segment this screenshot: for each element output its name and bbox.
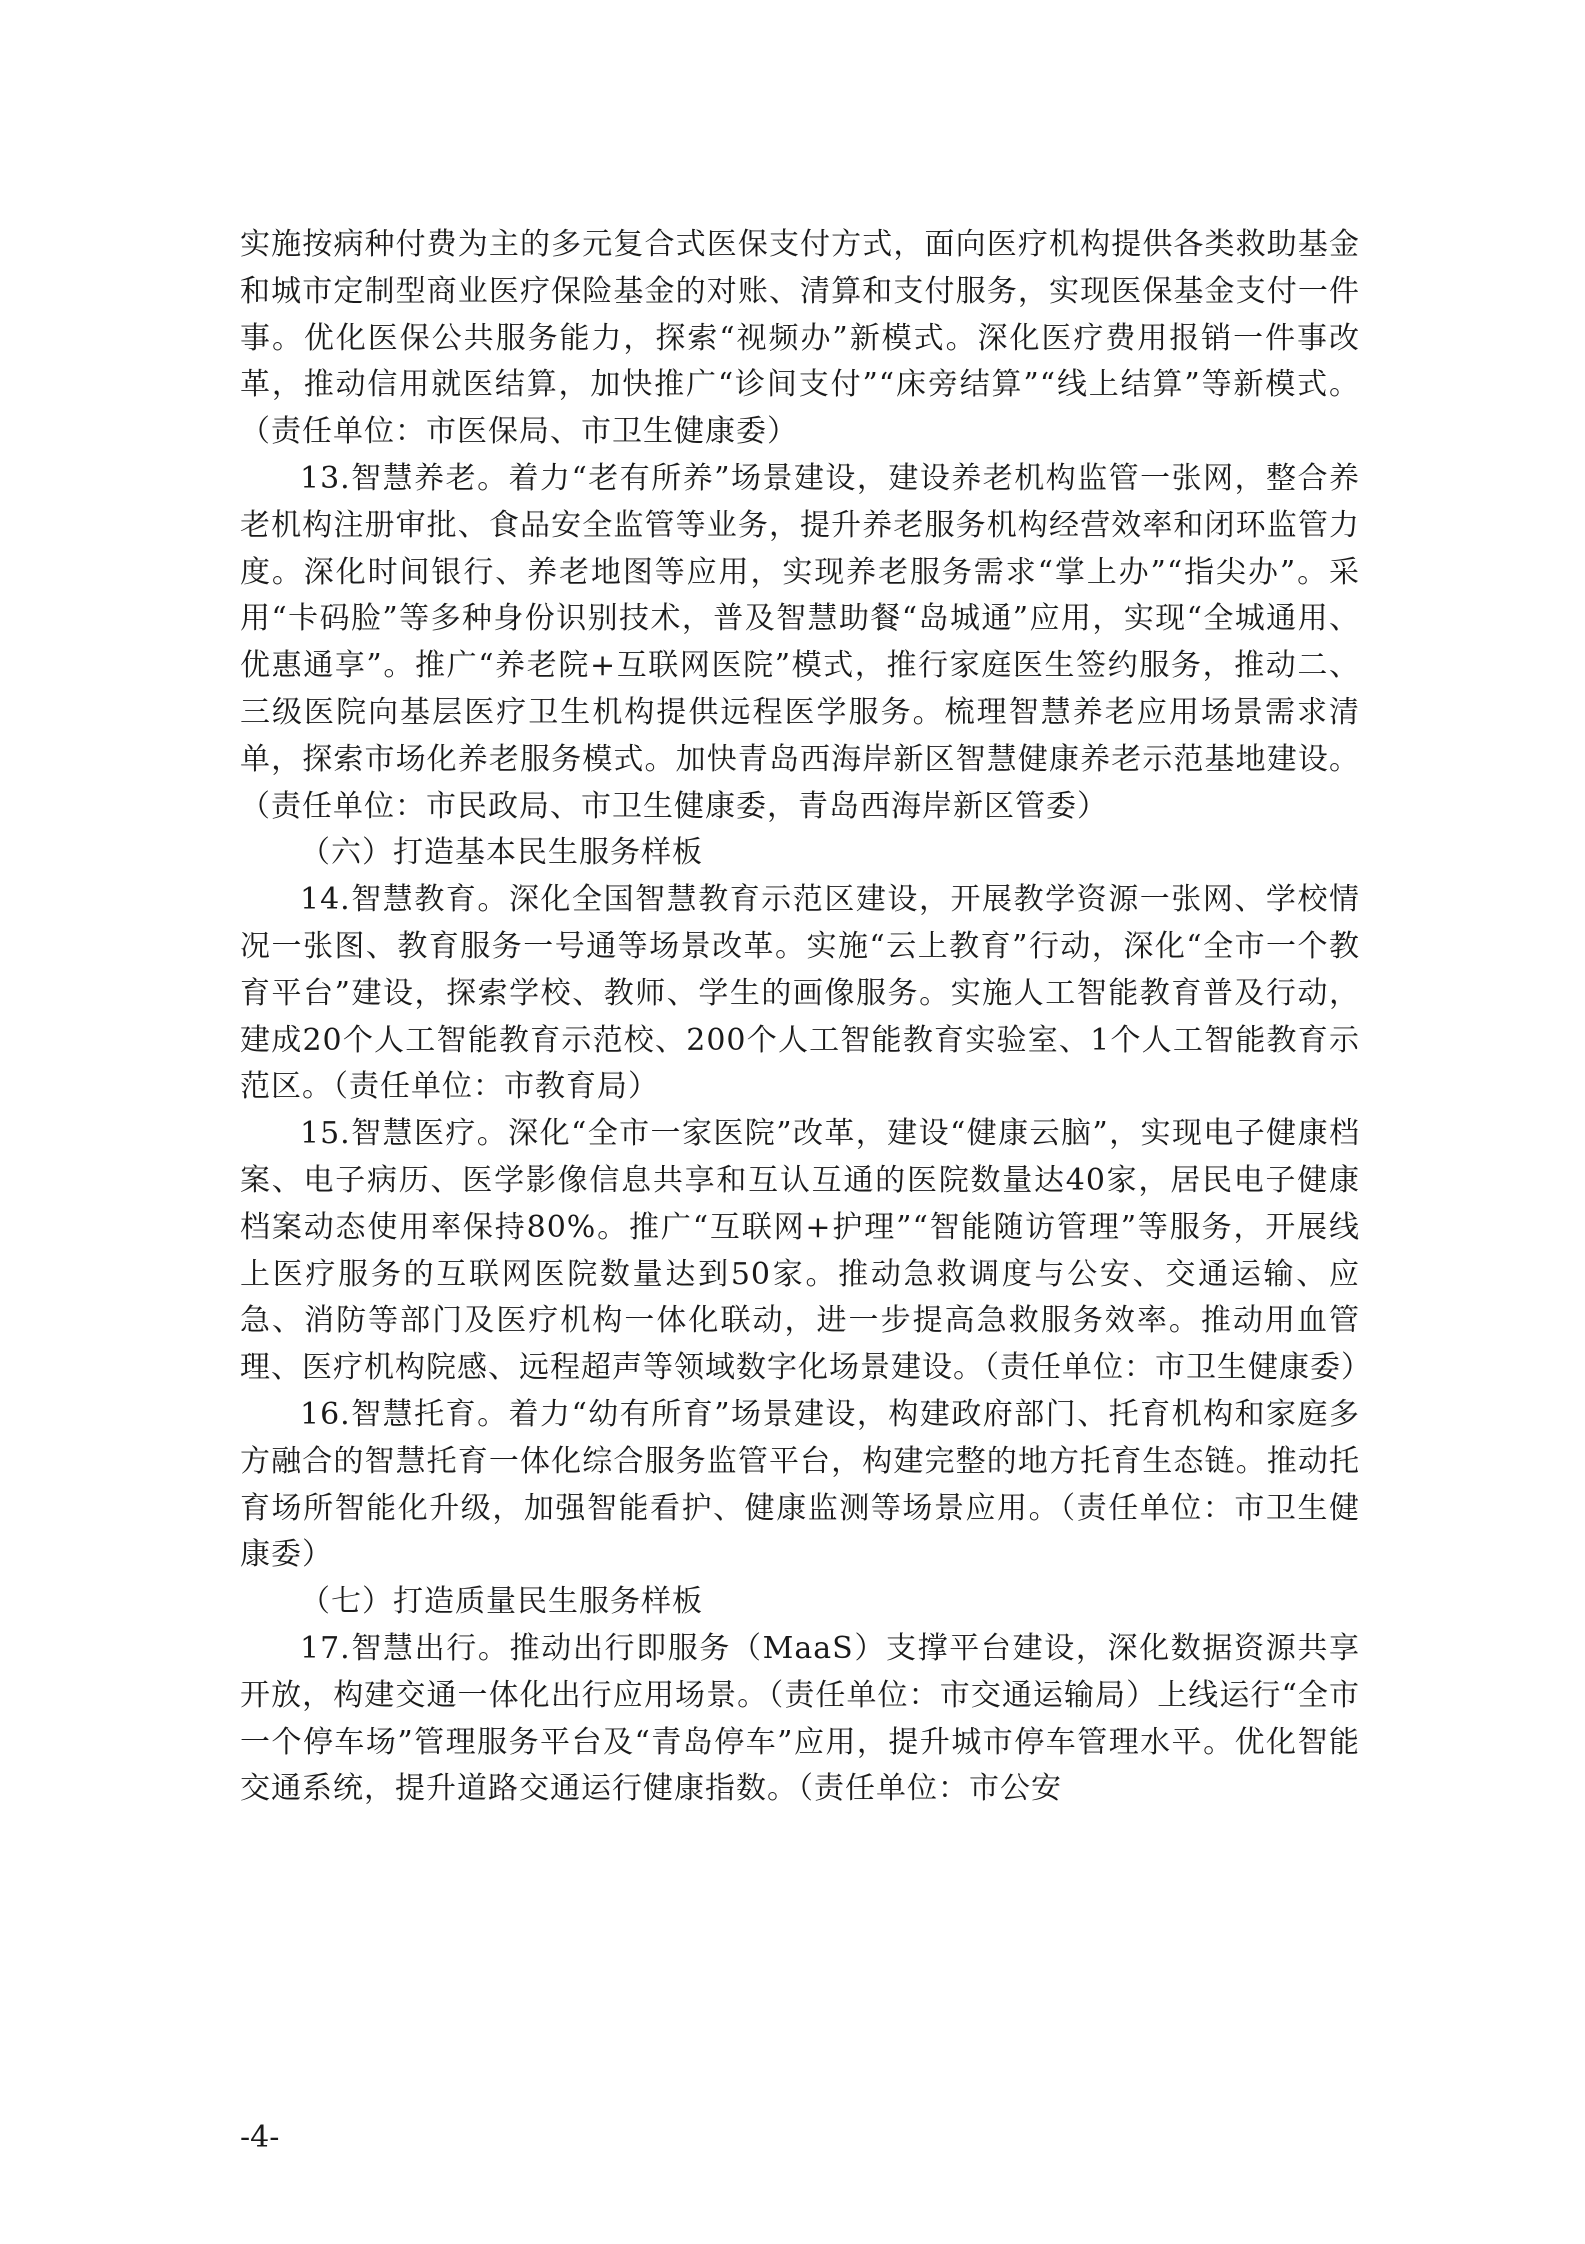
- paragraph-item-14-smart-education: 14.智慧教育。深化全国智慧教育示范区建设，开展教学资源一张网、学校情况一张图、教育服务一号通等场景改革。实施“云上教育”行动，深化“全市一个教育平台”建设，探索学校、教师、学生的画像服务。实施人工智能教育普及行动，建成20个人工智能教育示范校、200个人工智能教育实验室、1个人工智能教育示范区。（责任单位：市教育局）: [240, 882, 1360, 1105]
- section-heading-7: （七）打造质量民生服务样板: [300, 1584, 703, 1620]
- document-body: [240, 222, 1372, 1813]
- paragraph-item-17-smart-mobility: 17.智慧出行。推动出行即服务（MaaS）支撑平台建设，深化数据资源共享开放，构建交通一体化出行应用场景。（责任单位：市交通运输局）上线运行“全市一个停车场”管理服务平台及“青岛停车”应用，提升城市停车管理水平。优化智能交通系统，提升道路交通运行健康指数。（责任单位：市公安: [240, 1630, 1360, 1807]
- paragraph-item-16-smart-childcare: 16.智慧托育。着力“幼有所育”场景建设，构建政府部门、托育机构和家庭多方融合的智慧托育一体化综合服务监管平台，构建完整的地方托育生态链。推动托育场所智能化升级，加强智能看护、健康监测等场景应用。（责任单位：市卫生健康委）: [240, 1396, 1360, 1573]
- paragraph-medical-insurance-continued: 实施按病种付费为主的多元复合式医保支付方式，面向医疗机构提供各类救助基金和城市定制型商业医疗保险基金的对账、清算和支付服务，实现医保基金支付一件事。优化医保公共服务能力，探索“视频办”新模式。深化医疗费用报销一件事改革，推动信用就医结算，加快推广“诊间支付”“床旁结算”“线上结算”等新模式。（责任单位：市医保局、市卫生健康委）: [240, 227, 1360, 450]
- paragraph-item-15-smart-healthcare: 15.智慧医疗。深化“全市一家医院”改革，建设“健康云脑”，实现电子健康档案、电子病历、医学影像信息共享和互认互通的医院数量达40家，居民电子健康档案动态使用率保持80%。推广“互联网+护理”“智能随访管理”等服务，开展线上医疗服务的互联网医院数量达到50家。推动急救调度与公安、交通运输、应急、消防等部门及医疗机构一体化联动，进一步提高急救服务效率。推动用血管理、医疗机构院感、远程超声等领域数字化场景建设。（责任单位：市卫生健康委）: [240, 1116, 1372, 1386]
- page-number: -4-: [240, 2120, 280, 2155]
- section-heading-6: （六）打造基本民生服务样板: [300, 835, 703, 871]
- paragraph-item-13-smart-elderly-care: 13.智慧养老。着力“老有所养”场景建设，建设养老机构监管一张网，整合养老机构注册审批、食品安全监管等业务，提升养老服务机构经营效率和闭环监管力度。深化时间银行、养老地图等应用，实现养老服务需求“掌上办”“指尖办”。采用“卡码脸”等多种身份识别技术，普及智慧助餐“岛城通”应用，实现“全城通用、优惠通享”。推广“养老院+互联网医院”模式，推行家庭医生签约服务，推动二、三级医院向基层医疗卫生机构提供远程医学服务。梳理智慧养老应用场景需求清单，探索市场化养老服务模式。加快青岛西海岸新区智慧健康养老示范基地建设。（责任单位：市民政局、市卫生健康委，青岛西海岸新区管委）: [240, 460, 1360, 824]
